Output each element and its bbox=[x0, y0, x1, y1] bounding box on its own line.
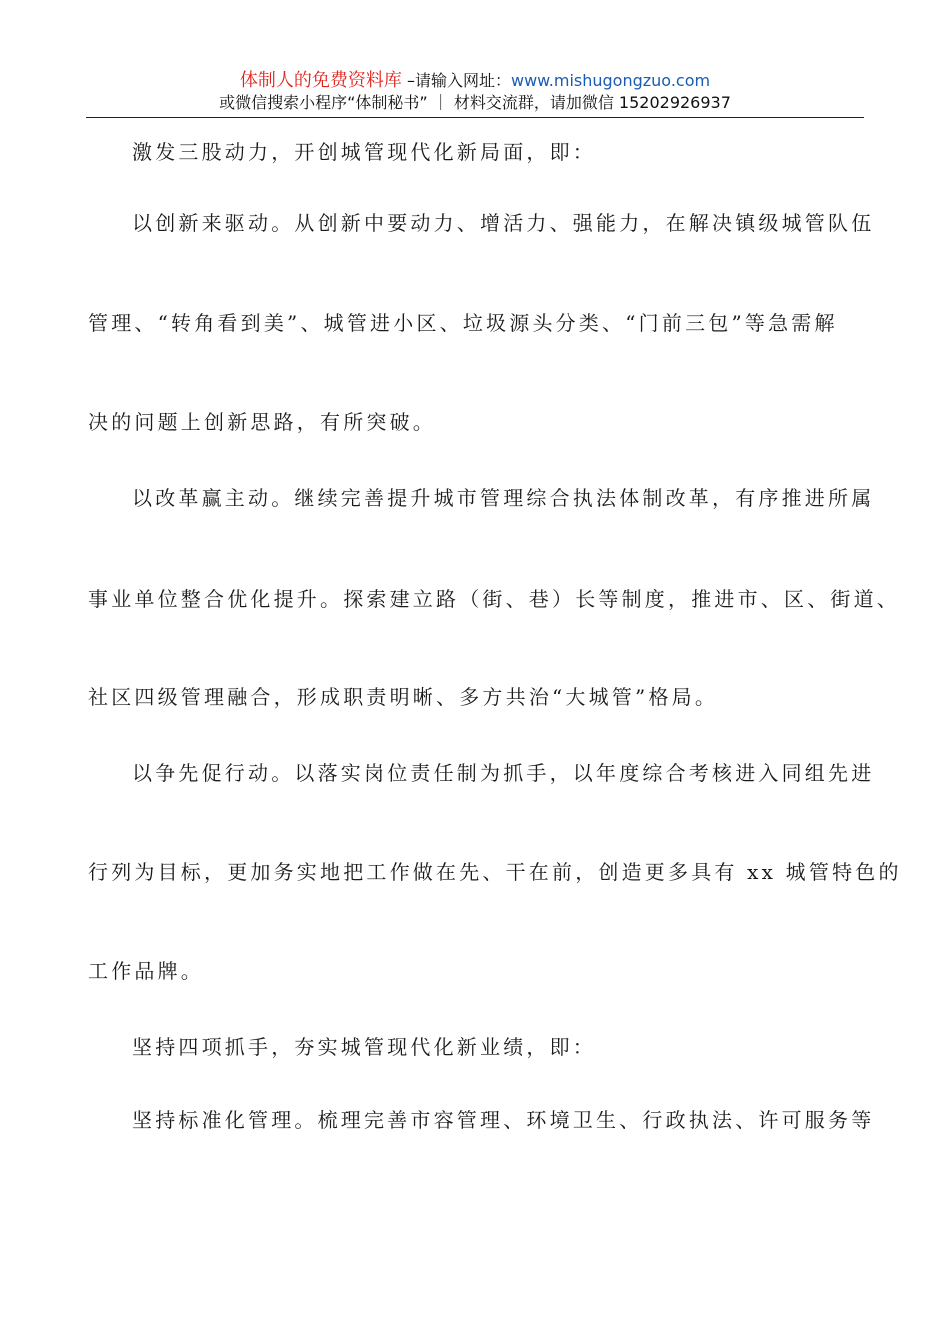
header-line-1 bbox=[0, 70, 950, 92]
body-line-10: 工作品牌。 bbox=[88, 959, 204, 983]
body-line-3: 管理、“转角看到美”、城管进小区、垃圾源头分类、“门前三包”等急需解 bbox=[88, 311, 838, 335]
header-brand: 体制人的免费资料库 bbox=[239, 70, 402, 91]
body-line-6: 事业单位整合优化提升。探索建立路（街、巷）长等制度，推进市、区、街道、 bbox=[88, 587, 900, 611]
page-header bbox=[0, 70, 950, 114]
header-line-2: 或微信搜索小程序“体制秘书” ｜ 材料交流群，请加微信 15202926937 bbox=[219, 93, 731, 112]
body-line-11: 坚持四项抓手，夯实城管现代化新业绩，即： bbox=[132, 1035, 596, 1059]
header-url-link[interactable]: www.mishugongzuo.com bbox=[511, 71, 711, 90]
body-line-1: 激发三股动力，开创城管现代化新局面，即： bbox=[132, 140, 596, 164]
body-line-9: 行列为目标，更加务实地把工作做在先、干在前，创造更多具有 xx 城管特色的 bbox=[88, 860, 902, 884]
header-prompt: –请输入网址： bbox=[401, 71, 511, 90]
header-divider bbox=[86, 117, 864, 118]
body-line-4: 决的问题上创新思路，有所突破。 bbox=[88, 410, 436, 434]
body-line-5: 以改革赢主动。继续完善提升城市管理综合执法体制改革，有序推进所属 bbox=[132, 486, 875, 510]
body-line-2: 以创新来驱动。从创新中要动力、增活力、强能力，在解决镇级城管队伍 bbox=[132, 211, 875, 235]
body-line-12: 坚持标准化管理。梳理完善市容管理、环境卫生、行政执法、许可服务等 bbox=[132, 1108, 875, 1132]
body-line-8: 以争先促行动。以落实岗位责任制为抓手，以年度综合考核进入同组先进 bbox=[132, 761, 875, 785]
body-line-7: 社区四级管理融合，形成职责明晰、多方共治“大城管”格局。 bbox=[88, 685, 719, 709]
